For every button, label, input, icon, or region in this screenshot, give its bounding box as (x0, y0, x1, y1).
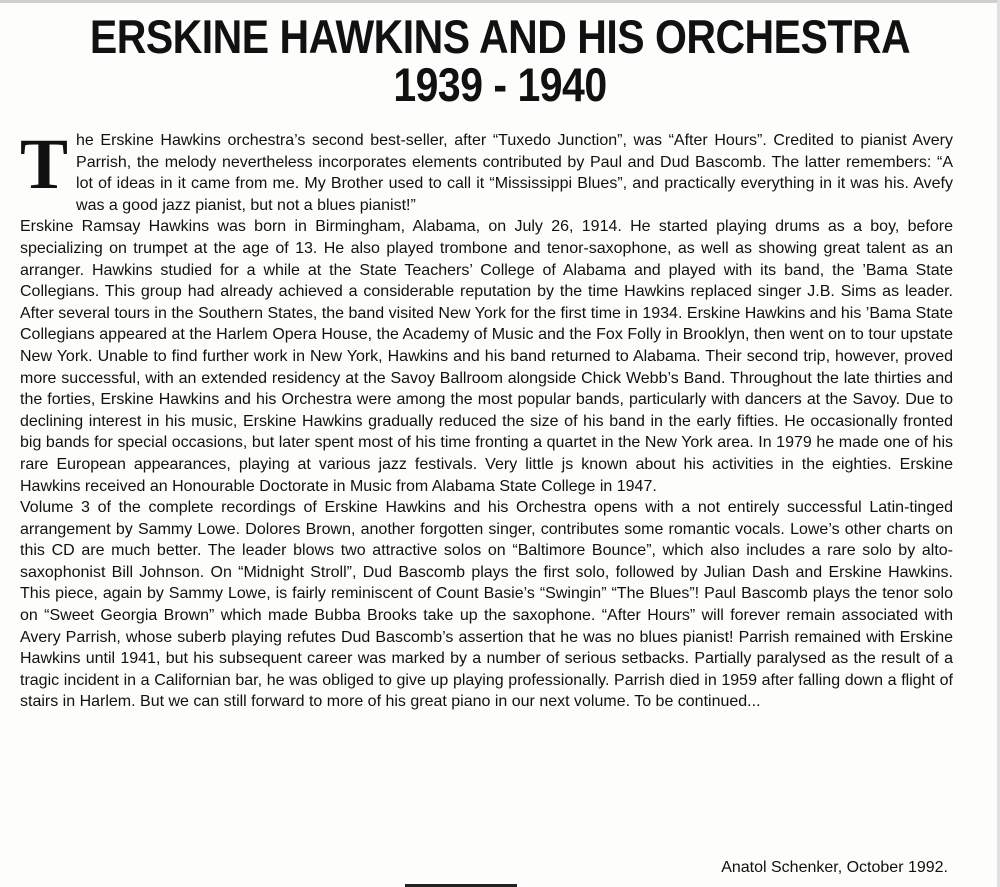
author-signature: Anatol Schenker, October 1992. (721, 859, 948, 876)
paragraph-biography: Erskine Ramsay Hawkins was born in Birmingham, Alabama, on July 26, 1914. He started playing drums as a boy, before specializing on trumpet at the age of 13. He also played trombone and tenor-saxophone, as well as showing great talent as an arranger. Hawkins studied for a while at the State Teachers’ College of Alabama and played with its band, the ’Bama State Collegians. This group had already achieved a considerable reputation by the time Hawkins replaced singer J.B. Sims as leader. After several tours in the Southern States, the band visited New York for the first time in 1934. Erskine Hawkins and his ’Bama State Collegians appeared at the Harlem Opera House, the Academy of Music and the Fox Folly in Brooklyn, then went on to tour upstate New York. Unable to find further work in New York, Hawkins and his band returned to Alabama. Their second trip, however, proved more successful, with an extended residency at the Savoy Ballroom alongside Chick Webb’s Band. Throughout the late thirties and the forties, Erskine Hawkins and his Orchestra were among the most popular bands, particularly with dancers at the Savoy. Due to declining interest in his music, Erskine Hawkins gradually reduced the size of his band in the early fifties. He occasionally fronted big bands for special occasions, but later spent most of his time fronting a quartet in the New York area. In 1979 he made one of his rare European appearances, playing at various jazz festivals. Very little js known about his activities in the eighties. Erskine Hawkins received an Honourable Doctorate in Music from Alabama State College in 1947. (20, 218, 953, 495)
page-title: ERSKINE HAWKINS AND HIS ORCHESTRA (89, 10, 911, 64)
paragraph-intro-text: he Erskine Hawkins orchestra’s second best-seller, after “Tuxedo Junction”, was “After Hours”. Credited to pianist Avery Parrish, the melody nevertheless incorporates elements contributed by Paul and Dud Bascomb. The latter remembers: “A lot of ideas in it came from me. My Brother used to call it “Mississippi Blues”, and practically everything in it was his. Avefy was a good jazz pianist, but not a blues pianist!” (76, 132, 953, 214)
paragraph-volume-notes: Volume 3 of the complete recordings of Erskine Hawkins and his Orchestra opens with a not entirely successful Latin-tinged arrangement by Sammy Lowe. Dolores Brown, another forgotten singer, contributes some romantic vocals. Lowe’s other charts on this CD are much better. The leader blows two attractive solos on “Baltimore Bounce”, which also includes a rare solo by alto-saxophonist Bill Johnson. On “Midnight Stroll”, Dud Bascomb plays the first solo, followed by Julian Dash and Erskine Hawkins. This piece, again by Sammy Lowe, is fairly reminiscent of Count Basie’s “Swingin” “The Blues”! Paul Bascomb plays the tenor solo on “Sweet Georgia Brown” which made Bubba Brooks take up the saxophone. “After Hours” will forever remain associated with Avery Parrish, whose suberb playing refutes Dud Bascomb’s assertion that he was no blues pianist! Parrish remained with Erskine Hawkins until 1941, but his subsequent career was marked by a number of serious setbacks. Partially paralysed as the result of a tragic incident in a Californian bar, he was obliged to give up playing professionally. Parrish died in 1959 after falling down a flight of stairs in Harlem. But we can still forward to more of his great piano in our next volume. To be continued... (20, 499, 953, 711)
page-subtitle-years: 1939 - 1940 (393, 58, 607, 112)
liner-notes-article (20, 124, 953, 713)
paragraph-intro (20, 124, 953, 216)
top-border-rule (0, 0, 1000, 3)
drop-cap-letter: T (20, 124, 69, 204)
